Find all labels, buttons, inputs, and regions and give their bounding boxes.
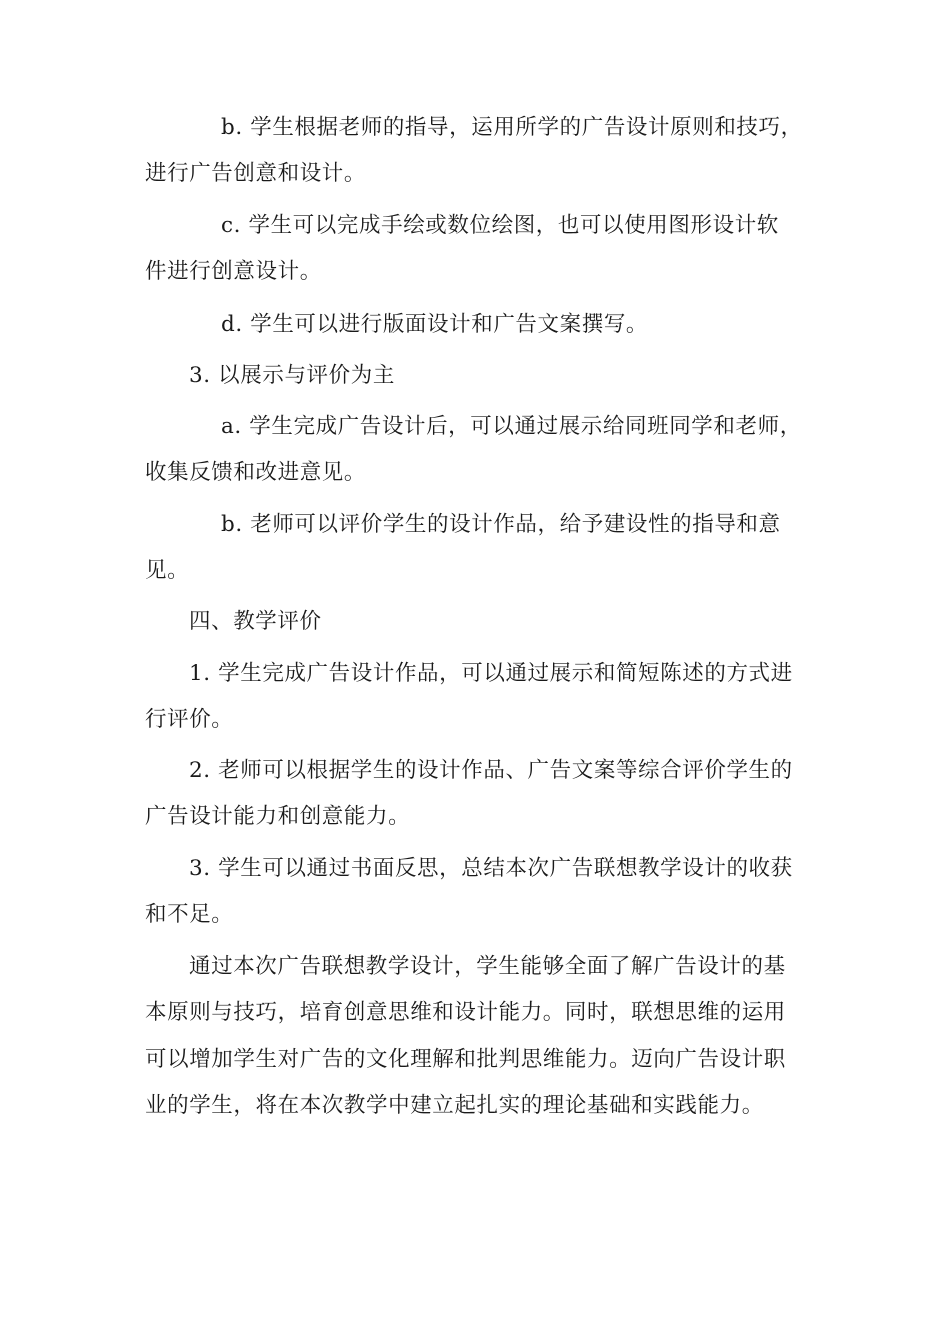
paragraph-line: 和不足。 [145, 902, 234, 927]
paragraph-line: 3. 学生可以通过书面反思，总结本次广告联想教学设计的收获 [189, 856, 793, 881]
paragraph-line: 2. 老师可以根据学生的设计作品、广告文案等综合评价学生的 [189, 758, 793, 783]
paragraph-line: 件进行创意设计。 [145, 259, 322, 284]
paragraph-line: c. 学生可以完成手绘或数位绘图，也可以使用图形设计软 [221, 213, 779, 238]
paragraph-line: 通过本次广告联想教学设计，学生能够全面了解广告设计的基 [189, 954, 786, 979]
paragraph-line: a. 学生完成广告设计后，可以通过展示给同班同学和老师， [221, 414, 802, 439]
section-heading: 四、教学评价 [189, 609, 322, 634]
paragraph-line: 广告设计能力和创意能力。 [145, 804, 411, 829]
paragraph-line: 行评价。 [145, 707, 234, 732]
paragraph-line: 1. 学生完成广告设计作品，可以通过展示和简短陈述的方式进 [189, 661, 793, 686]
paragraph-line: 见。 [145, 558, 190, 583]
paragraph-line: b. 老师可以评价学生的设计作品，给予建设性的指导和意 [221, 512, 781, 537]
paragraph-line: d. 学生可以进行版面设计和广告文案撰写。 [221, 312, 649, 337]
paragraph-line: 业的学生，将在本次教学中建立起扎实的理论基础和实践能力。 [145, 1093, 764, 1118]
paragraph-line: 收集反馈和改进意见。 [145, 460, 367, 485]
paragraph-line: 可以增加学生对广告的文化理解和批判思维能力。迈向广告设计职 [145, 1047, 786, 1072]
list-heading: 3. 以展示与评价为主 [189, 363, 395, 388]
paragraph-line: 本原则与技巧，培育创意思维和设计能力。同时，联想思维的运用 [145, 1000, 786, 1025]
paragraph-line: 进行广告创意和设计。 [145, 161, 367, 186]
paragraph-line: b. 学生根据老师的指导，运用所学的广告设计原则和技巧， [221, 115, 803, 140]
